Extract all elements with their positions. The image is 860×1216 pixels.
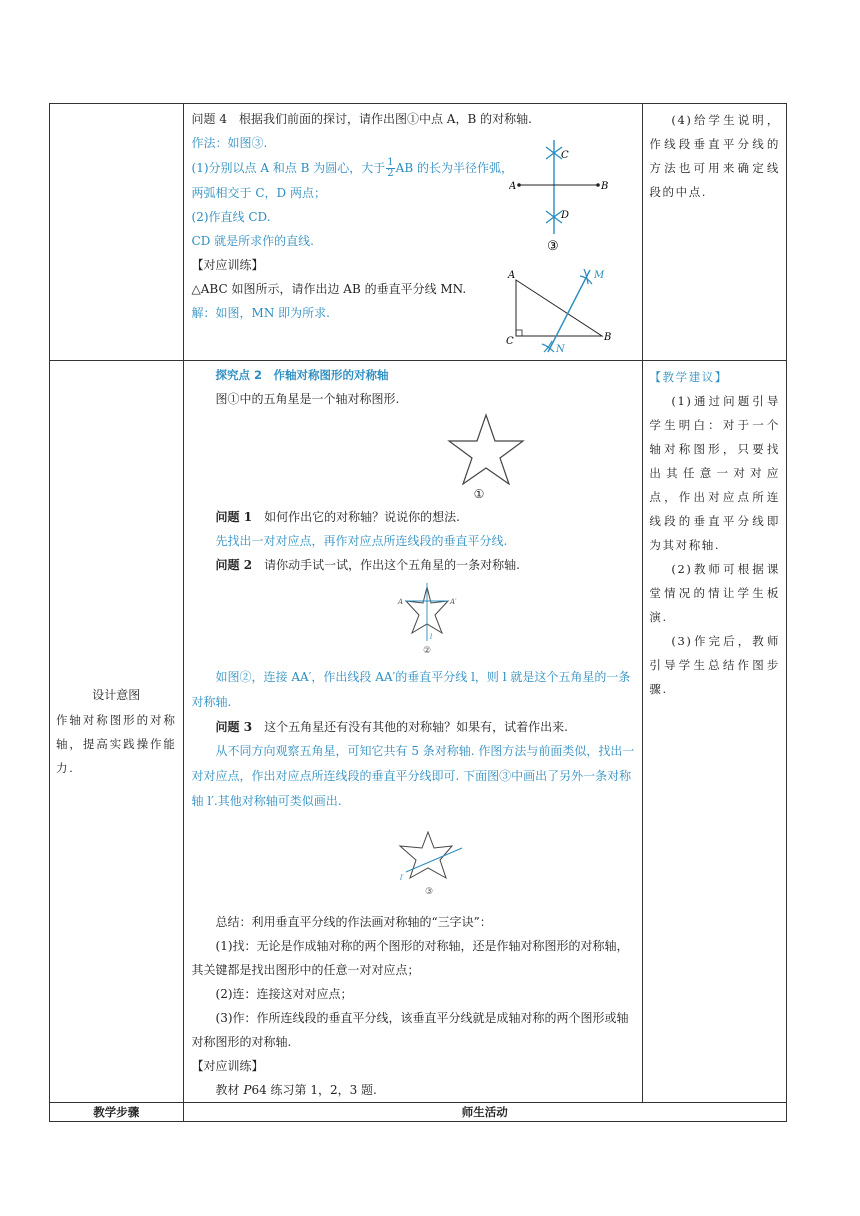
question-4: 问题 4 根据我们前面的探讨，请作出图①中点 A，B 的对称轴.: [191, 112, 532, 126]
step-2: (2)作直线 CD.: [191, 210, 271, 224]
training-question: △ABC 如图所示，请作出边 AB 的垂直平分线 MN.: [191, 282, 467, 296]
figure-star-3: [394, 828, 474, 904]
design-intent-cell: [50, 361, 184, 1103]
summary-step-1: (1)找：无论是作成轴对称的两个图形的对称轴，还是作轴对称图形的对称轴，其关键都是找出图形中的任意一对对应点；: [191, 939, 629, 977]
advice-3: (3)作完后，教师引导学生总结作图步骤.: [649, 634, 780, 696]
advice-1: (1)通过问题引导学生明白：对于一个轴对称图形，只要找出其任意一对对应点，作出对应点所连线段的垂直平分线即为其对称轴.: [649, 394, 780, 552]
design-intent-text: 作轴对称图形的对称轴，提高实践操作能力.: [56, 712, 177, 775]
lesson-table: [49, 103, 787, 1122]
row1-note-cell: [643, 104, 787, 361]
teaching-advice-cell: [643, 361, 787, 1103]
summary: 总结：利用垂直平分线的作法画对称轴的“三字诀”：: [215, 915, 492, 929]
table-row-construction: [50, 104, 787, 361]
table-row-explore-2: [50, 361, 787, 1103]
row1-content-cell: [183, 104, 643, 361]
design-intent-title: 设计意图: [92, 687, 141, 702]
figure-perpendicular-bisector: [509, 134, 619, 254]
fig2-label-a-prime: A′: [449, 598, 457, 606]
label-d: D: [560, 210, 569, 221]
row1-side-cell: [50, 104, 184, 361]
training-label: 【对应训练】: [191, 258, 264, 272]
fig3-number: ③: [424, 887, 433, 897]
label-a: A: [508, 181, 516, 192]
one-half-fraction: $\frac{1}{2}$: [387, 157, 394, 179]
table-header-row: [50, 1103, 787, 1122]
question-2: 问题 2 请你动手试一试，作出这个五角星的一条对称轴.: [215, 558, 520, 572]
summary-step-3: (3)作：作所连线段的垂直平分线，该垂直平分线就是成轴对称的两个图形或轴对称图形的对称轴.: [191, 1011, 629, 1049]
figure-star-2: [392, 581, 462, 663]
method-title: 作法：如图③.: [191, 136, 268, 150]
question-1-label: 问题 1: [215, 510, 253, 524]
explore-heading: 探究点 2 作轴对称图形的对称轴: [215, 368, 389, 382]
step-1-pre: (1)分别以点 A 和点 B 为圆心，大于: [191, 161, 386, 175]
row2-content-cell: [183, 361, 643, 1103]
advice-2: (2)教师可根据课堂情况的情让学生板演.: [649, 562, 780, 624]
tri-label-c: C: [505, 336, 514, 347]
training-label-2: 【对应训练】: [191, 1059, 264, 1073]
figure-star-1-wrap: [192, 411, 637, 485]
star-intro: 图①中的五角星是一个轴对称图形.: [215, 392, 400, 406]
training-answer: 解：如图，MN 即为所求.: [191, 306, 330, 320]
figure-star-2-wrap: [192, 577, 637, 665]
step-1-post: AB 的长为半径作弧，: [395, 161, 513, 175]
fig2-label-l: l: [429, 633, 432, 641]
label-c: C: [560, 150, 569, 161]
answer-2: 如图②，连接 AA′，作出线段 AA′的垂直平分线 l，则 l 就是这个五角星的一条对称轴.: [191, 670, 631, 709]
cd-result: CD 就是所求作的直线.: [191, 234, 314, 248]
tri-label-a: A: [507, 270, 515, 281]
fig2-number: ②: [422, 646, 431, 656]
figure-triangle-abc: [502, 264, 622, 356]
question-2-label: 问题 2: [215, 558, 253, 572]
header-teaching-steps: 教学步骤: [50, 1103, 184, 1122]
figure-number: ③: [546, 239, 559, 254]
step-1-continued: 两弧相交于 C，D 两点；: [191, 186, 326, 200]
answer-1: 先找出一对对应点，再作对应点所连线段的垂直平分线.: [215, 534, 508, 548]
fig2-label-a: A: [397, 598, 403, 606]
fig3-label-l-prime: l′: [399, 874, 404, 882]
header-activities: 师生活动: [183, 1103, 786, 1122]
answer-3: 从不同方向观察五角星，可知它共有 5 条对称轴. 作图方法与前面类似，找出一对对应点，作出对应点所连线段的垂直平分线即可. 下面图③中画出了另外一条对称轴 l′.其他对称轴可类似画出.: [191, 744, 635, 808]
question-3-label: 问题 3: [215, 720, 253, 734]
figure-star-1: [446, 413, 526, 485]
advice-title: 【教学建议】: [649, 370, 728, 384]
question-1: 问题 1 如何作出它的对称轴？说说你的想法.: [215, 510, 460, 524]
training-textbook: 教材 P64 练习第 1，2，3 题.: [215, 1083, 377, 1097]
label-b: B: [600, 181, 608, 192]
figure-star-3-wrap: [192, 814, 637, 904]
tri-label-n: N: [555, 344, 565, 355]
tri-label-m: M: [593, 270, 604, 281]
question-3: 问题 3 这个五角星还有没有其他的对称轴？如果有，试着作出来.: [215, 720, 568, 734]
teaching-note-4: (4)给学生说明，作线段垂直平分线的方法也可用来确定线段的中点.: [649, 113, 780, 199]
summary-step-2: (2)连：连接这对对应点；: [215, 987, 353, 1001]
figure-1-number: ①: [473, 487, 485, 501]
tri-label-b: B: [603, 332, 611, 343]
